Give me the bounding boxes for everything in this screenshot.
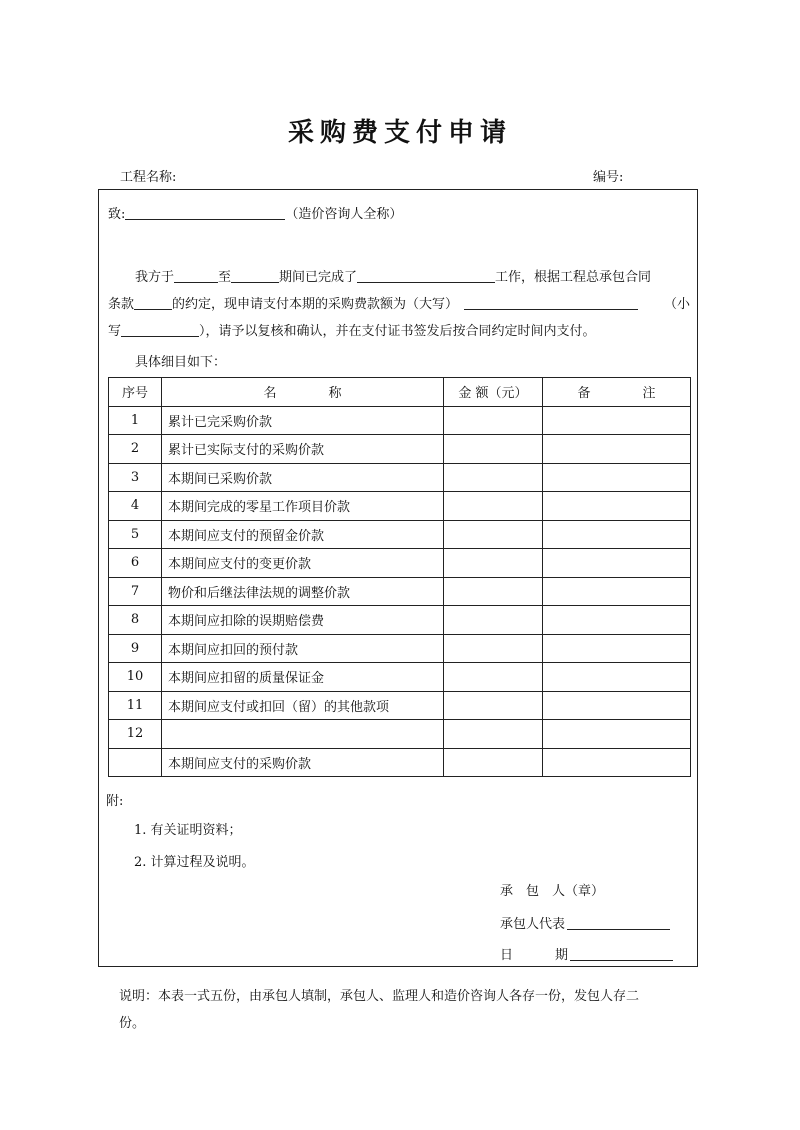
remark-cell[interactable]: [543, 520, 691, 549]
work-blank[interactable]: [357, 269, 495, 283]
remark-cell[interactable]: [543, 463, 691, 492]
contractor-rep-blank[interactable]: [567, 916, 670, 930]
amount-cell[interactable]: [444, 520, 543, 549]
row-no: 12: [109, 720, 162, 749]
attachment-item: 1. 有关证明资料；: [134, 823, 242, 838]
addressee-prefix: 致:: [108, 207, 126, 222]
addressee-blank[interactable]: [125, 206, 285, 220]
addressee-suffix: （造价咨询人全称）: [285, 207, 403, 222]
row-no: [109, 748, 162, 777]
row-no: 9: [109, 634, 162, 663]
footnote-line-1: 说明：本表一式五份，由承包人填制，承包人、监理人和造价咨询人各存一份，发包人存二: [119, 989, 640, 1004]
body-line-3: [108, 320, 596, 339]
row-no: 1: [109, 406, 162, 435]
body-text: 写: [108, 324, 122, 339]
date-label-b: 期: [555, 948, 569, 963]
body-text: ），请予以复核和确认，并在支付证书签发后按合同约定时间内支付。: [199, 324, 596, 339]
body-text: 至: [218, 270, 232, 285]
clause-blank[interactable]: [134, 296, 172, 310]
row-no: 8: [109, 606, 162, 635]
remark-cell[interactable]: [543, 435, 691, 464]
remark-cell[interactable]: [543, 720, 691, 749]
remark-cell[interactable]: [543, 663, 691, 692]
row-no: 7: [109, 577, 162, 606]
row-no: 11: [109, 691, 162, 720]
row-name: 本期间已采购价款: [162, 463, 444, 492]
row-name: 物价和后继法律法规的调整价款: [162, 577, 444, 606]
table-row: [109, 606, 691, 635]
table-row: [109, 691, 691, 720]
serial-number-label: 编号:: [593, 170, 624, 185]
table-row: [109, 492, 691, 521]
body-text: 工作，根据工程总承包合同: [495, 270, 652, 285]
remark-cell[interactable]: [543, 492, 691, 521]
row-name: 累计已实际支付的采购价款: [162, 435, 444, 464]
addressee-line: [108, 203, 402, 222]
end-date-blank[interactable]: [231, 269, 279, 283]
row-name: 本期间应扣除的误期赔偿费: [162, 606, 444, 635]
date-line: [500, 944, 673, 963]
amount-cell[interactable]: [444, 406, 543, 435]
row-no: 5: [109, 520, 162, 549]
body-line-1: [135, 266, 651, 285]
amount-cell[interactable]: [444, 577, 543, 606]
details-label: 具体细目如下：: [135, 355, 227, 370]
header-no: 序号: [109, 378, 162, 407]
amount-cell[interactable]: [444, 463, 543, 492]
attachment-item: 2. 计算过程及说明。: [134, 855, 255, 870]
table-row: [109, 577, 691, 606]
table-row: [109, 549, 691, 578]
amount-cell[interactable]: [444, 663, 543, 692]
body-line-2: [108, 293, 690, 312]
amount-cell[interactable]: [444, 720, 543, 749]
body-text: 期间已完成了: [279, 270, 358, 285]
remark-cell[interactable]: [543, 577, 691, 606]
footnote-line-2: 份。: [119, 1016, 146, 1031]
amount-cell[interactable]: [444, 691, 543, 720]
row-name: 本期间应支付的变更价款: [162, 549, 444, 578]
header-amount: 金 额（元）: [444, 378, 543, 407]
header-name: 名 称: [162, 378, 444, 407]
remark-cell[interactable]: [543, 691, 691, 720]
table-total-row: [109, 748, 691, 777]
row-name: 本期间完成的零星工作项目价款: [162, 492, 444, 521]
row-name: 本期间应支付的预留金价款: [162, 520, 444, 549]
body-text: 条款: [108, 297, 135, 312]
row-no: 3: [109, 463, 162, 492]
start-date-blank[interactable]: [174, 269, 218, 283]
amount-cell[interactable]: [444, 606, 543, 635]
row-name: 本期间应扣留的质量保证金: [162, 663, 444, 692]
header-remark: 备 注: [543, 378, 691, 407]
date-blank[interactable]: [570, 947, 673, 961]
amount-cell[interactable]: [444, 634, 543, 663]
table-row: [109, 520, 691, 549]
row-no: 10: [109, 663, 162, 692]
amount-uppercase-blank[interactable]: [464, 296, 638, 310]
table-row: [109, 435, 691, 464]
row-name: [162, 720, 444, 749]
table-row: [109, 663, 691, 692]
remark-cell[interactable]: [543, 406, 691, 435]
amount-cell[interactable]: [444, 549, 543, 578]
table-row: [109, 463, 691, 492]
body-text: （小: [663, 297, 690, 312]
row-name: 本期间应支付的采购价款: [162, 748, 444, 777]
row-no: 6: [109, 549, 162, 578]
project-name-label: 工程名称:: [120, 170, 177, 185]
amount-lowercase-blank[interactable]: [121, 323, 199, 337]
row-name: 本期间应支付或扣回（留）的其他款项: [162, 691, 444, 720]
table-row: [109, 634, 691, 663]
amount-cell[interactable]: [444, 435, 543, 464]
row-no: 4: [109, 492, 162, 521]
table-row: [109, 720, 691, 749]
row-no: 2: [109, 435, 162, 464]
body-text: 的约定，现申请支付本期的采购费款额为（大写）: [172, 297, 459, 312]
date-label-a: 日: [500, 948, 514, 963]
remark-cell[interactable]: [543, 748, 691, 777]
contractor-rep-label: 承包人代表: [500, 917, 566, 932]
row-name: 累计已完采购价款: [162, 406, 444, 435]
remark-cell[interactable]: [543, 549, 691, 578]
table-header-row: [109, 378, 691, 407]
contractor-seal-label: 承 包 人（章）: [500, 884, 605, 899]
remark-cell[interactable]: [543, 606, 691, 635]
amount-cell[interactable]: [444, 492, 543, 521]
form-title: 采购费支付申请: [287, 118, 512, 148]
remark-cell[interactable]: [543, 634, 691, 663]
row-name: 本期间应扣回的预付款: [162, 634, 444, 663]
attachments-label: 附:: [106, 794, 124, 809]
contractor-rep-line: [500, 913, 670, 932]
body-text: 我方于: [135, 270, 175, 285]
amount-cell[interactable]: [444, 748, 543, 777]
table-row: [109, 406, 691, 435]
payment-items-table: [108, 377, 691, 777]
